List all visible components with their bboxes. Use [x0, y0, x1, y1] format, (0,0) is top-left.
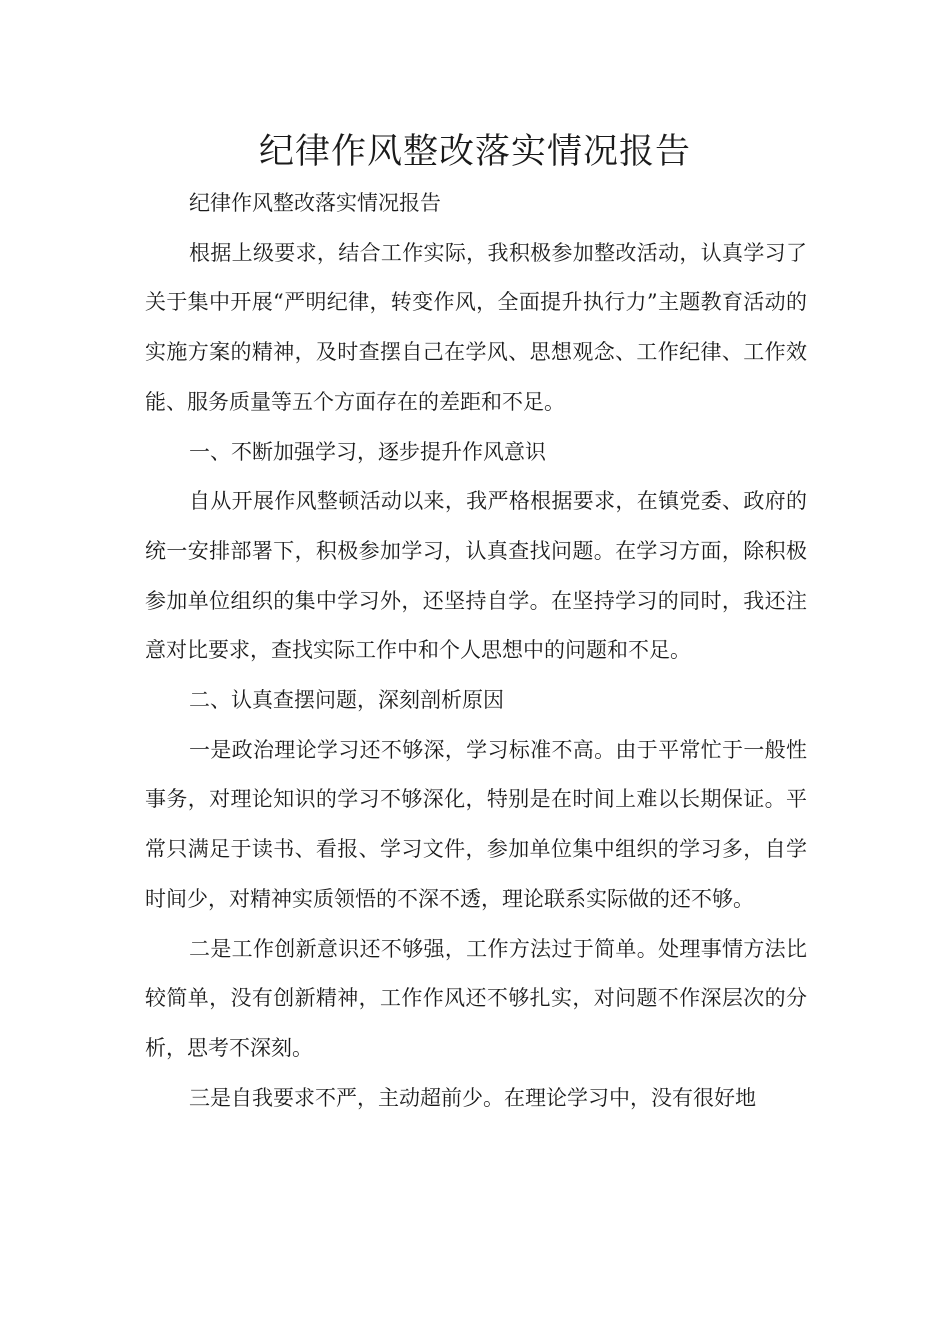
paragraph-point-1: 一是政治理论学习还不够深，学习标准不高。由于平常忙于一般性事务，对理论知识的学习不够深化，特别是在时间上难以长期保证。平常只满足于读书、看报、学习文件，参加单位集中组织的学习多，自学时间少，对精神实质领悟的不深不透，理论联系实际做的还不够。 [145, 737, 807, 911]
document-body [145, 179, 807, 1123]
paragraph-point-3: 三是自我要求不严，主动超前少。在理论学习中，没有很好地 [189, 1085, 756, 1110]
section-heading-2: 二、认真查摆问题，深刻剖析原因 [189, 688, 504, 713]
paragraph-point-2: 二是工作创新意识还不够强，工作方法过于简单。处理事情方法比较简单，没有创新精神，工作作风还不够扎实，对问题不作深层次的分析，思考不深刻。 [145, 936, 807, 1060]
paragraph-intro: 根据上级要求，结合工作实际，我积极参加整改活动，认真学习了关于集中开展“严明纪律，转变作风，全面提升执行力”主题教育活动的实施方案的精神，及时查摆自己在学风、思想观念、工作纪律、工作效能、服务质量等五个方面存在的差距和不足。 [145, 240, 807, 414]
section-heading-1: 一、不断加强学习，逐步提升作风意识 [189, 439, 546, 464]
document-title: 纪律作风整改落实情况报告 [258, 132, 691, 172]
paragraph-section-1: 自从开展作风整顿活动以来，我严格根据要求，在镇党委、政府的统一安排部署下，积极参加学习，认真查找问题。在学习方面，除积极参加单位组织的集中学习外，还坚持自学。在坚持学习的同时，我还注意对比要求，查找实际工作中和个人思想中的问题和不足。 [145, 489, 807, 663]
paragraph-subtitle: 纪律作风整改落实情况报告 [189, 191, 441, 215]
